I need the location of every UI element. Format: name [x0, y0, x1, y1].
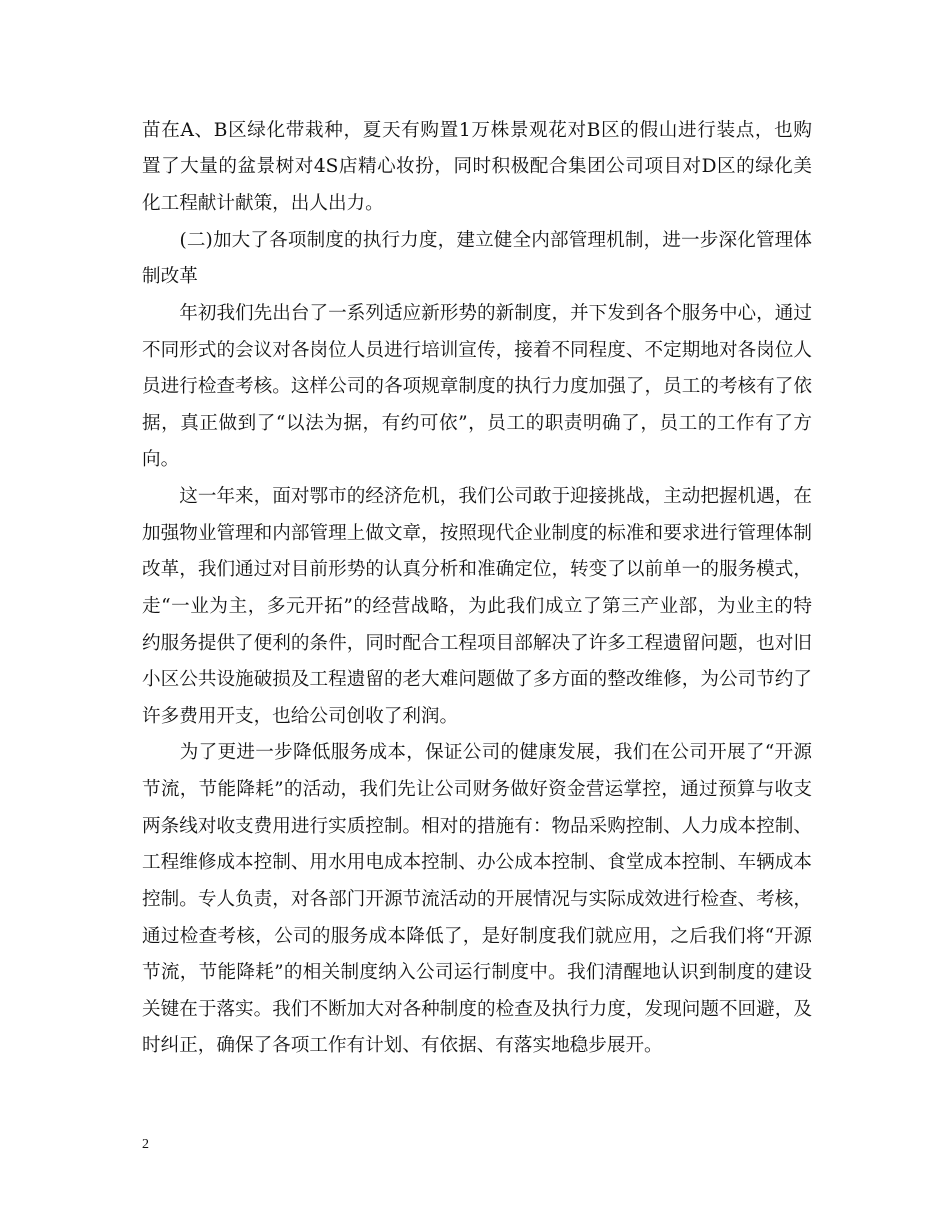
body-text-line: 不同形式的会议对各岗位人员进行培训宣传，接着不同程度、不定期地对各岗位人: [142, 340, 812, 361]
body-text-line: 两条线对收支费用进行实质控制。相对的措施有：物品采购控制、人力成本控制、: [142, 816, 812, 837]
body-text-line: 节流，节能降耗”的活动，我们先让公司财务做好资金营运掌控，通过预算与收支: [142, 779, 812, 800]
body-text-line: 改革，我们通过对目前形势的认真分析和准确定位，转变了以前单一的服务模式，: [142, 559, 812, 580]
body-text-line: 节流，节能降耗”的相关制度纳入公司运行制度中。我们清醒地认识到制度的建设: [142, 962, 812, 983]
body-text-line: 化工程献计献策，出人出力。: [142, 193, 384, 214]
body-text-line: 约服务提供了便利的条件，同时配合工程项目部解决了许多工程遗留问题，也对旧: [142, 633, 812, 654]
body-text-line: 小区公共设施破损及工程遗留的老大难问题做了多方面的整改维修，为公司节约了: [142, 669, 812, 690]
body-text-line: 时纠正，确保了各项工作有计划、有依据、有落实地稳步展开。: [142, 1035, 663, 1056]
body-text-line: 许多费用开支，也给公司创收了利润。: [142, 706, 459, 727]
body-text-line: 控制。专人负责，对各部门开源节流活动的开展情况与实际成效进行检查、考核，: [142, 889, 812, 910]
body-text-line: 向。: [142, 449, 180, 470]
body-text-line: 置了大量的盆景树对4S店精心妆扮，同时积极配合集团公司项目对D区的绿化美: [142, 156, 812, 177]
body-text-line: 关键在于落实。我们不断加大对各种制度的检查及执行力度，发现问题不回避，及: [142, 999, 812, 1020]
body-text-line: 走“一业为主，多元开拓”的经营战略，为此我们成立了第三产业部，为业主的特: [142, 596, 812, 617]
body-text-line: 工程维修成本控制、用水用电成本控制、办公成本控制、食堂成本控制、车辆成本: [142, 852, 812, 873]
body-text-line: 员进行检查考核。这样公司的各项规章制度的执行力度加强了，员工的考核有了依: [142, 376, 812, 397]
body-text-line: 这一年来，面对鄂市的经济危机，我们公司敢于迎接挑战，主动把握机遇，在: [142, 486, 812, 507]
section-heading-line: 制改革: [142, 266, 198, 287]
body-text-line: 据，真正做到了“以法为据，有约可依”，员工的职责明确了，员工的工作有了方: [142, 413, 812, 434]
section-heading-line: (二)加大了各项制度的执行力度，建立健全内部管理机制，进一步深化管理体: [142, 230, 812, 251]
body-text-line: 为了更进一步降低服务成本，保证公司的健康发展，我们在公司开展了“开源: [142, 742, 812, 763]
body-text-line: 通过检查考核，公司的服务成本降低了，是好制度我们就应用，之后我们将“开源: [142, 926, 812, 947]
page-number: 2: [142, 1137, 149, 1152]
body-text-line: 加强物业管理和内部管理上做文章，按照现代企业制度的标准和要求进行管理体制: [142, 523, 812, 544]
body-text-line: 年初我们先出台了一系列适应新形势的新制度，并下发到各个服务中心，通过: [142, 303, 812, 324]
body-text-line: 苗在A、B区绿化带栽种，夏天有购置1万株景观花对B区的假山进行装点，也购: [142, 120, 812, 141]
